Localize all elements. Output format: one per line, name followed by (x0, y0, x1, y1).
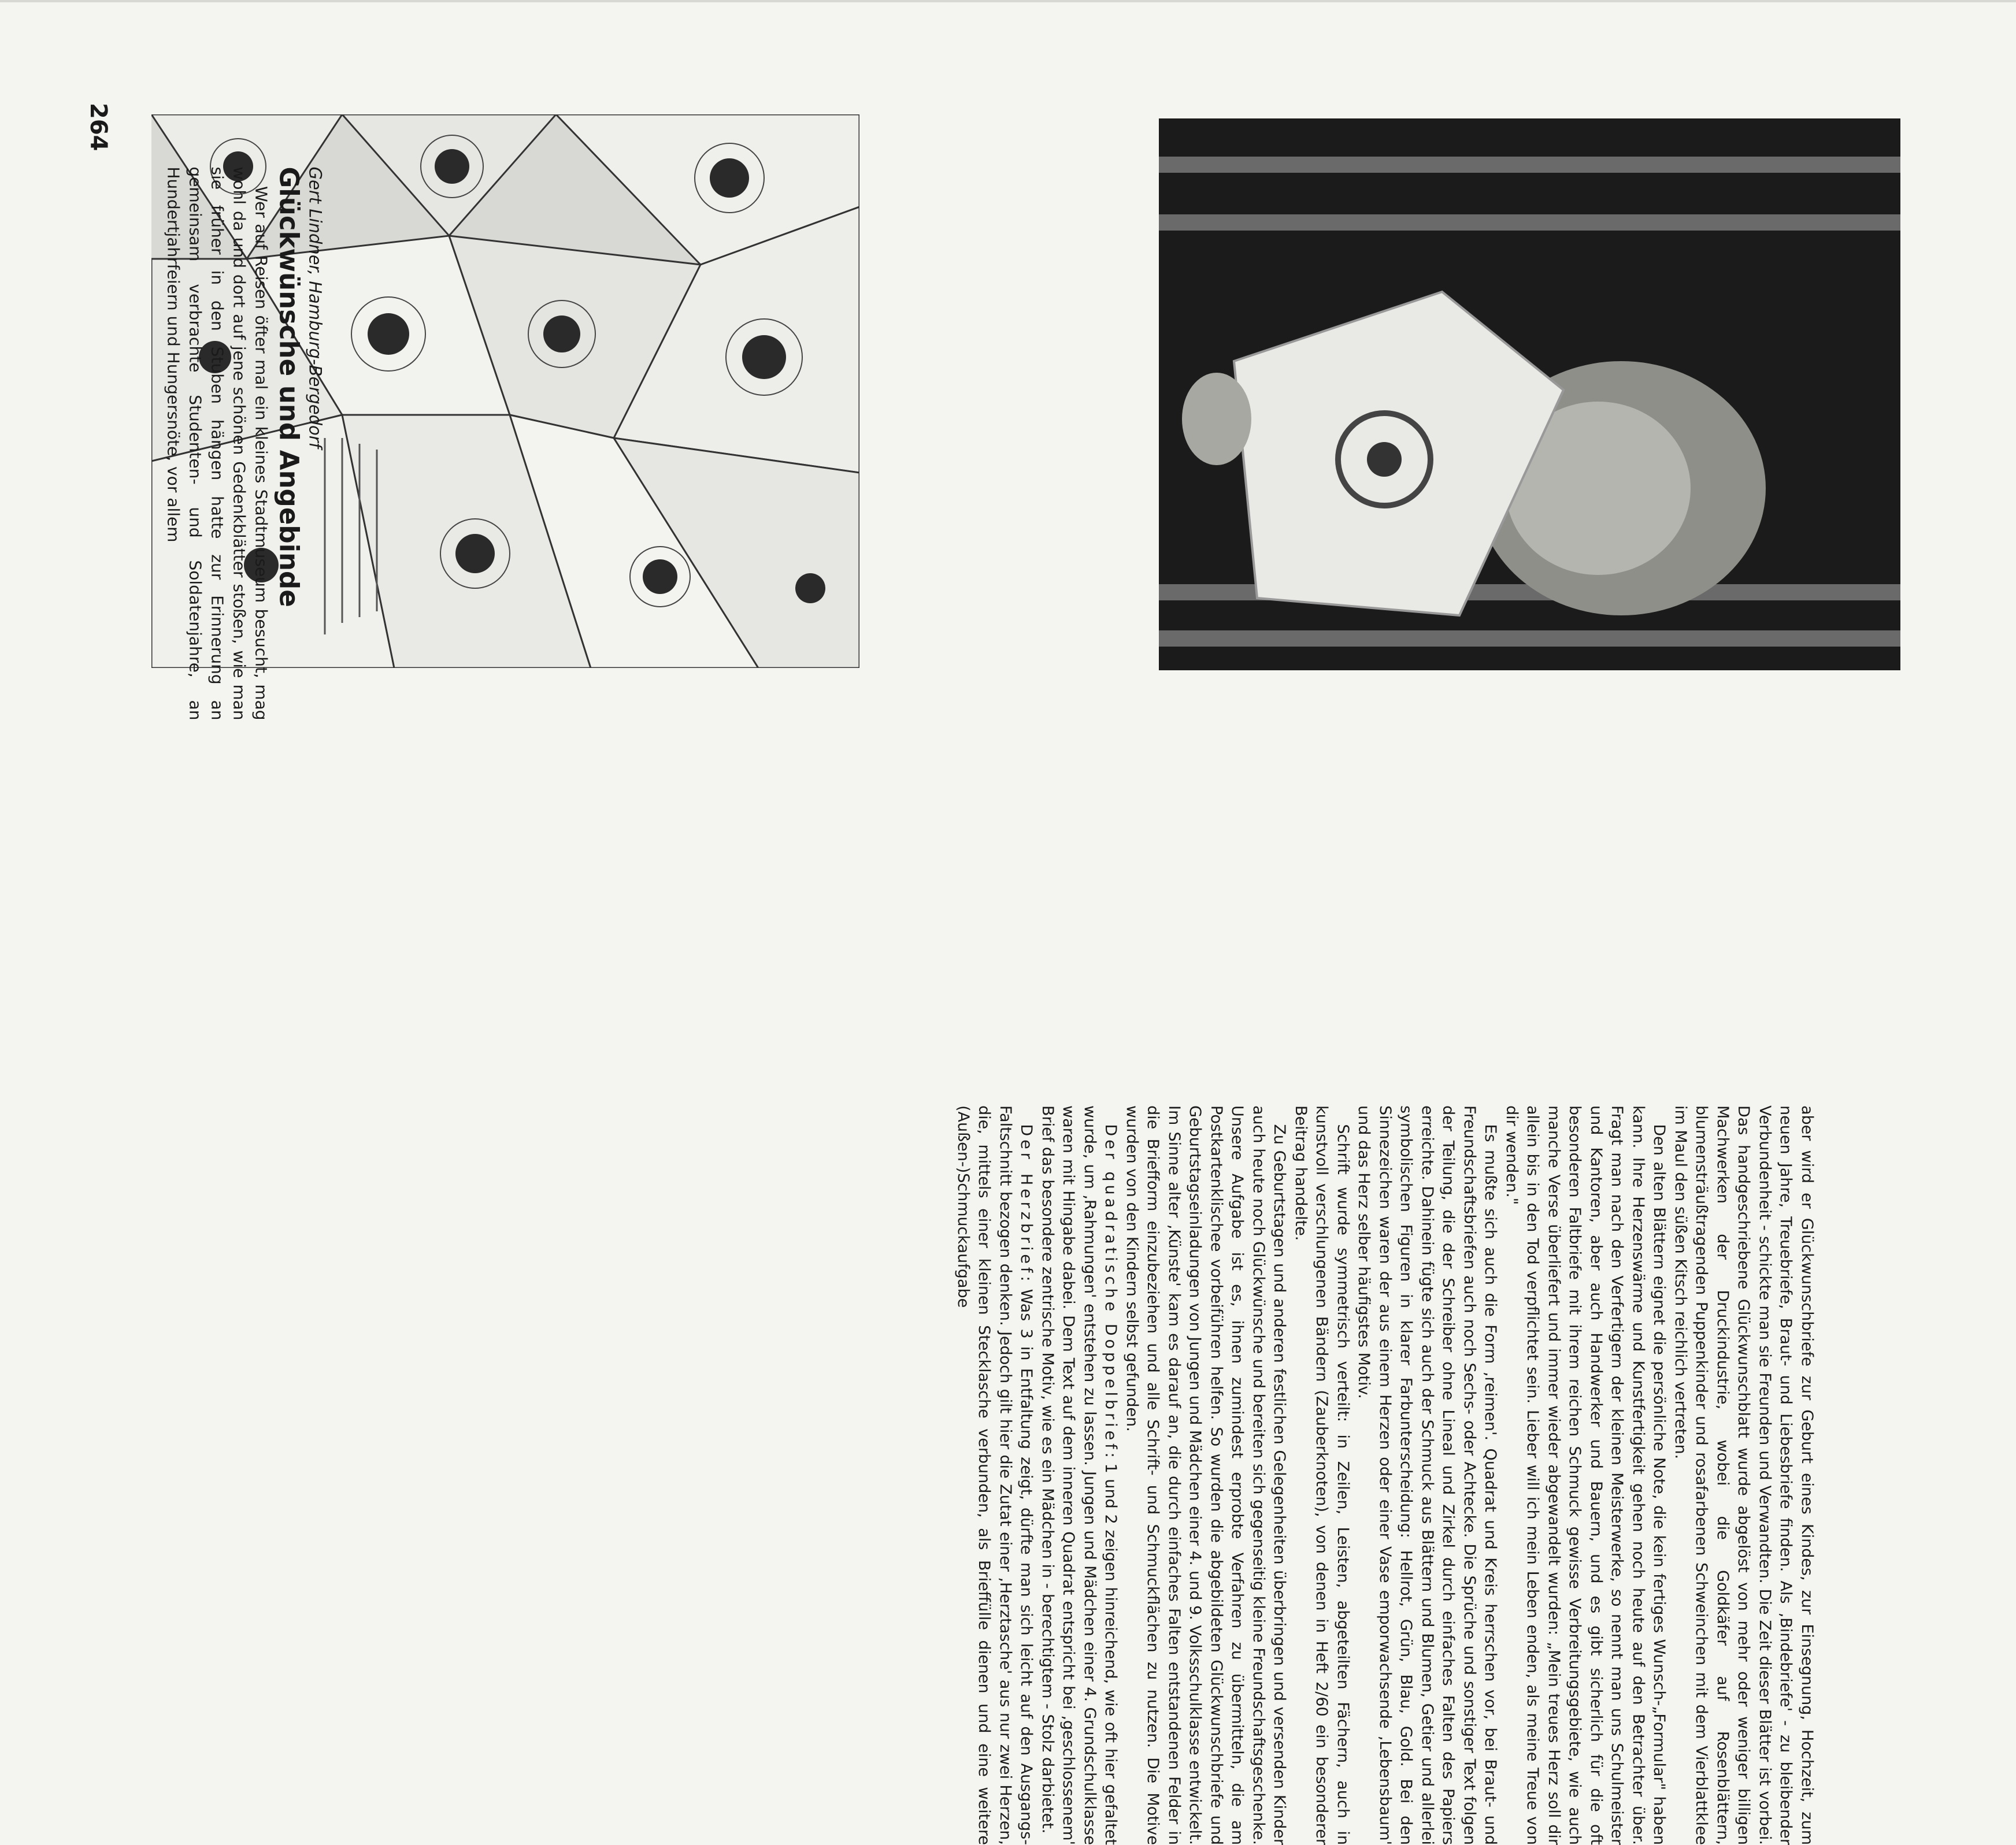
paragraph-1: aber wird er Glückwunschbriefe zur Geburt eines Kindes, zur Einsegnung, Hochzeit, zum neuen Jahre, Treuebriefe, Braut- und Liebesbriefe finden. Als ‚Bindebriefe' - zu bleibender Verbundenheit - schickte man sie Freunden und Verwandten. Die Zeit dieser Blätter ist vorbei. Das handgeschriebene Glückwunschblatt wurde abgelöst von mehr oder weniger billigen Machwerken der Druckindustrie, wobei die Goldkäfer auf Rosenblättern, blumensträußtragenden Puppenkinder und rosafarbenen Schweinchen mit dem Vierblattklee im Maul den süßen Kitsch reichlich vertreten. (1672, 1105, 1816, 1845)
herzbrief-text: : Was 3 in Entfaltung zeigt, dürfte man sich leicht auf den Ausgangs-Faltschnitt bezogen denken. Jedoch gilt hier die Zutat einer ‚Herztasche' aus nur zwei Herzen, die, mittels einer kleinen Stecklasche verbunden, als Brieffülle dienen und eine weitere (Außen-)Schmuckaufgabe (954, 1105, 1036, 1845)
doppelbrief-text: : 1 und 2 zeigen hinreichend, wie oft hier gefaltet wurde, um ‚Rahmungen' entstehen zu lassen. Jungen und Mädchen einer 4. Grundschulklasse waren mit Hingabe dabei. Dem Text auf dem inneren Quadrat entspricht bei ‚geschlossenem' Brief das besondere zentrische Motiv, wie es ein Mädchen in - berechtigtem - Stolz darbietet. (1039, 1105, 1120, 1845)
article-column-2 (147, 1105, 1817, 1845)
doppelbrief-label: Der quadratische Doppelbrief (1102, 1124, 1120, 1453)
paragraph-2: Den alten Blättern eignet die persönliche Note, die kein fertiges Wunsch-„Formular" haben kann. Ihre Herzenswärme und Kunstfertigkeit gehen noch heute auf den Betrachter über. Fragt man nach den Verfertigern der kleinen Meisterwerke, so nennt man uns Schulmeister und Kantoren, aber auch Handwerker und Bauern, und es gibt sicherlich für die oft besonderen Faltbriefe mit ihrem reichen Schmuck gewisse Verbreitungsgebiete, wie auch manche Verse überliefert und immer wieder abgewandelt wurden: „Mein treues Herz soll dir allein bis in den Tod verpflichtet sein. Lieber will ich mein Leben enden, als meine Treue von dir wenden." (1503, 1105, 1669, 1845)
top-edge-line (0, 0, 2016, 2)
paragraph-4: Schrift wurde symmetrisch verteilt: in Zeilen, Leisten, abgeteilten Fächern, auch in kunstvoll verschlungenen Bändern (Zauberknoten), von denen in Heft 2/60 ein besonderer Beitrag handelte. (1292, 1105, 1352, 1845)
article-column-1 (164, 166, 327, 721)
paragraph-herzbrief (953, 1105, 1037, 1845)
paragraph-doppelbrief (1037, 1105, 1121, 1845)
article-title: Glückwünsche und Angebinde (273, 166, 305, 607)
paragraph-intro: Wer auf Reisen öfter mal ein kleines Stadtmuseum besucht, mag wohl da und dort auf jene schönen Gedenkblätter stoßen, wie man sie früher in den Stuben hängen hatte zur Erinnerung an gemeinsam verbrachte Studenten- und Soldatenjahre, an Hundertjahrfeiern und Hungersnöte, vor allem (164, 166, 271, 721)
herzbrief-label: Der Herzbrief (1017, 1124, 1036, 1276)
article-author: Gert Lindner, Hamburg-Bergedorf (305, 166, 325, 448)
paragraph-5: Zu Geburtstagen und anderen festlichen Gelegenheiten überbringen und versenden Kinder auch heute noch Glückwünsche und bereiten sich gegenseitig kleine Freundschaftsgeschenke. Unsere Aufgabe ist es, ihnen zumindest erprobte Verfahren zu übermitteln, die am Postkartenklischee vorbeiführen helfen. So wurden die abgebildeten Glückwunschbriefe und Geburtstagseinladungen von Jungen und Mädchen einer 4. und 9. Volksschulklasse entwickelt. Im Sinne alter ‚Künste' kam es darauf an, die durch einfaches Falten entstandenen Felder in die Briefform einzubeziehen und alle Schrift- und Schmuckflächen zu nutzen. Die Motive wurden von den Kindern selbst gefunden. (1123, 1105, 1289, 1845)
photo-girl-holding-letter (1159, 118, 1900, 670)
paragraph-3: Es mußte sich auch die Form ‚reimen'. Quadrat und Kreis herrschen vor, bei Braut- und Freundschaftsbriefen auch noch Sechs- oder Achtecke. Die Sprüche und sonstiger Text folgen der Teilung, die der Schreiber ohne Lineal und Zirkel durch einfaches Falten des Papiers erreichte. Dahinein fügte sich auch der Schmuck aus Blättern und Blumen, Getier und allerlei symbolischen Figuren in klarer Farbunterscheidung: Hellrot, Grün, Blau, Gold. Bei den Sinnezeichen waren der aus einem Herzen oder einer Vase emporwachsende ‚Lebensbaum' und das Herz selber häufigstes Motiv. (1355, 1105, 1500, 1845)
page-number: 264 (85, 103, 112, 151)
